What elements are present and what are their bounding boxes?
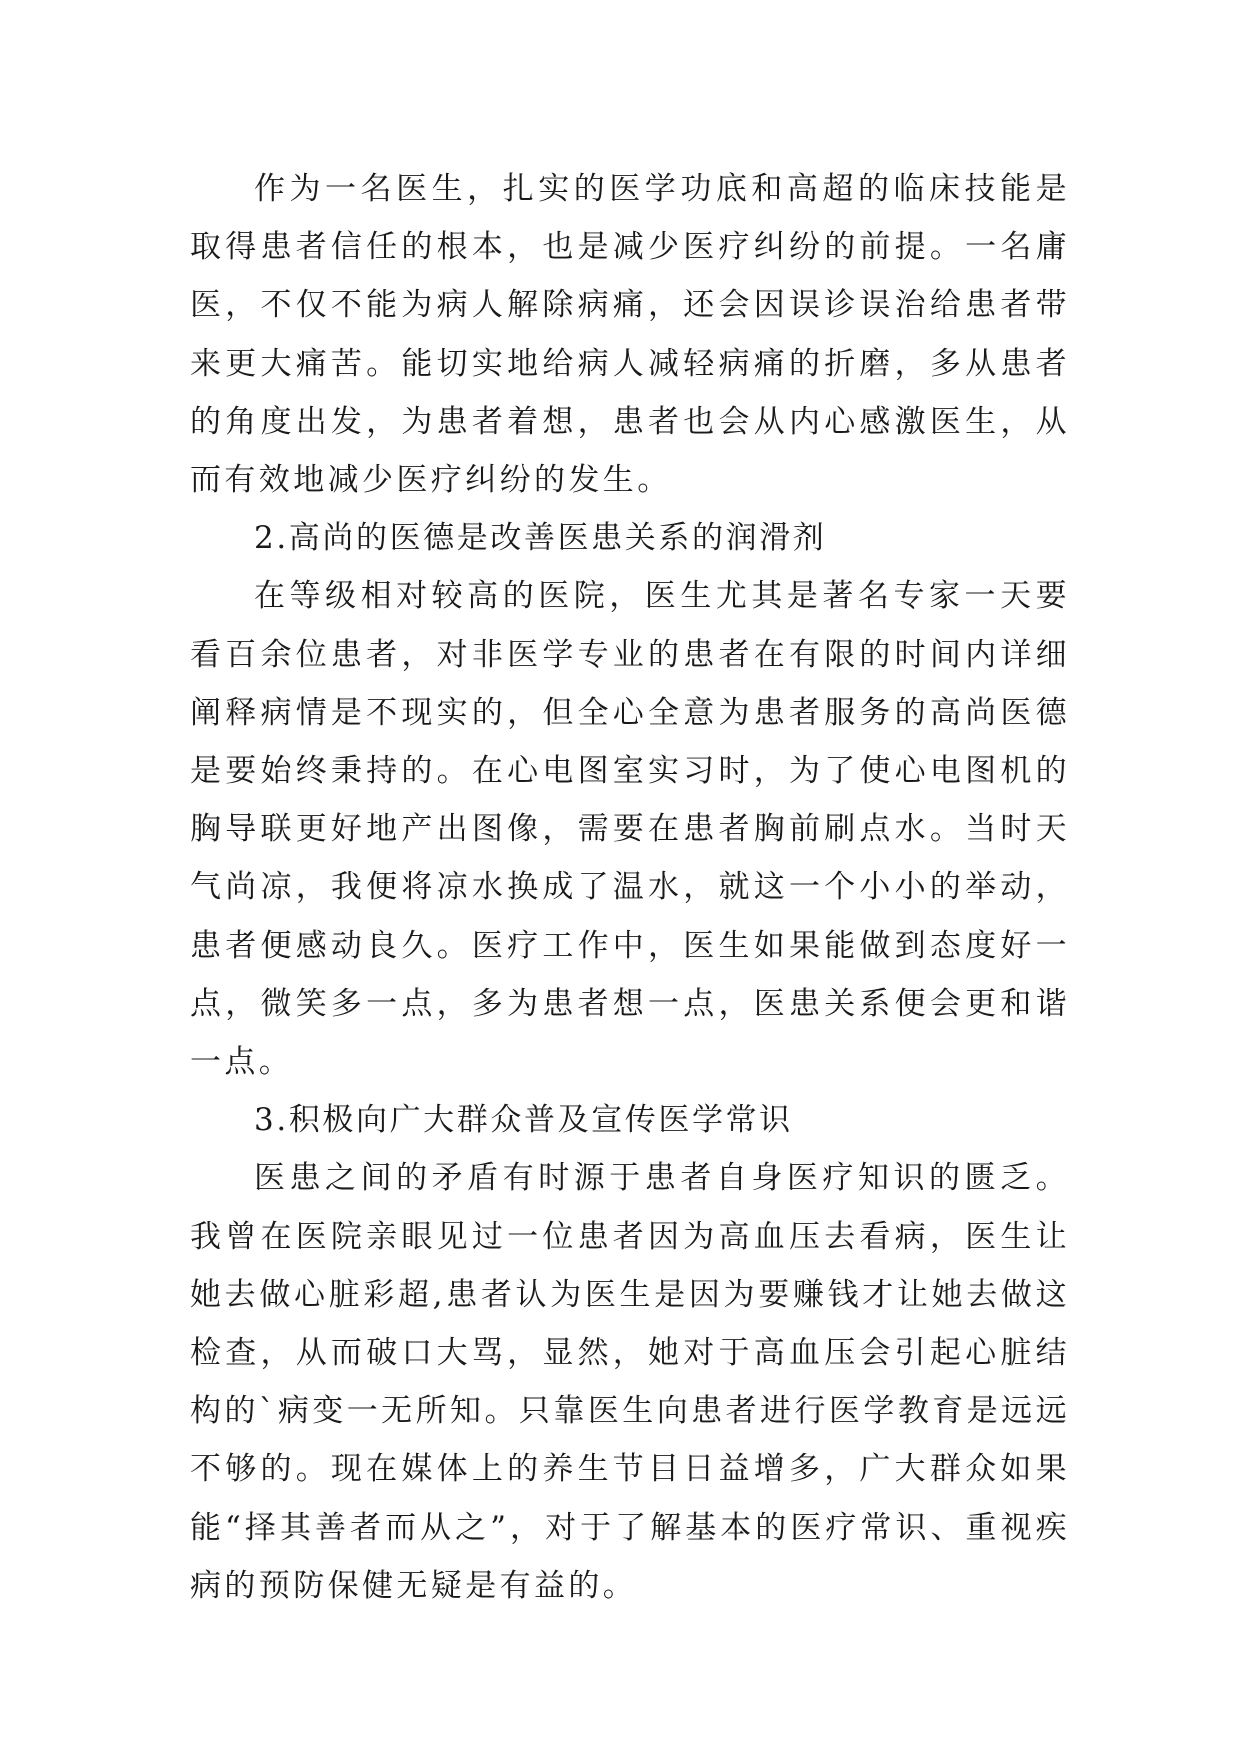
section-heading-health-education: 3.积极向广大群众普及宣传医学常识	[254, 1102, 793, 1139]
section-heading-medical-ethics: 2.高尚的医德是改善医患关系的润滑剂	[254, 520, 827, 557]
paragraph-doctor-skills: 作为一名医生，扎实的医学功底和高超的临床技能是取得患者信任的根本，也是减少医疗纠纷的前提。一名庸医，不仅不能为病人解除病痛，还会因误诊误治给患者带来更大痛苦。能切实地给病人减轻病痛的折磨，多从患者的角度出发，为患者着想，患者也会从内心感激医生，从而有效地减少医疗纠纷的发生。	[190, 171, 1070, 499]
paragraph-medical-ethics: 在等级相对较高的医院，医生尤其是著名专家一天要看百余位患者，对非医学专业的患者在有限的时间内详细阐释病情是不现实的，但全心全意为患者服务的高尚医德是要始终秉持的。在心电图室实习时，为了使心电图机的胸导联更好地产出图像，需要在患者胸前刷点水。当时天气尚凉，我便将凉水换成了温水，就这一个小小的举动，患者便感动良久。医疗工作中，医生如果能做到态度好一点，微笑多一点，多为患者想一点，医患关系便会更和谐一点。	[190, 578, 1070, 1081]
document-body	[190, 160, 1070, 1615]
paragraph-health-education: 医患之间的矛盾有时源于患者自身医疗知识的匮乏。我曾在医院亲眼见过一位患者因为高血压去看病，医生让她去做心脏彩超,患者认为医生是因为要赚钱才让她去做这检查，从而破口大骂，显然，她对于高血压会引起心脏结构的`病变一无所知。只靠医生向患者进行医学教育是远远不够的。现在媒体上的养生节目日益增多，广大群众如果能“择其善者而从之”，对于了解基本的医疗常识、重视疾病的预防保健无疑是有益的。	[190, 1160, 1070, 1604]
